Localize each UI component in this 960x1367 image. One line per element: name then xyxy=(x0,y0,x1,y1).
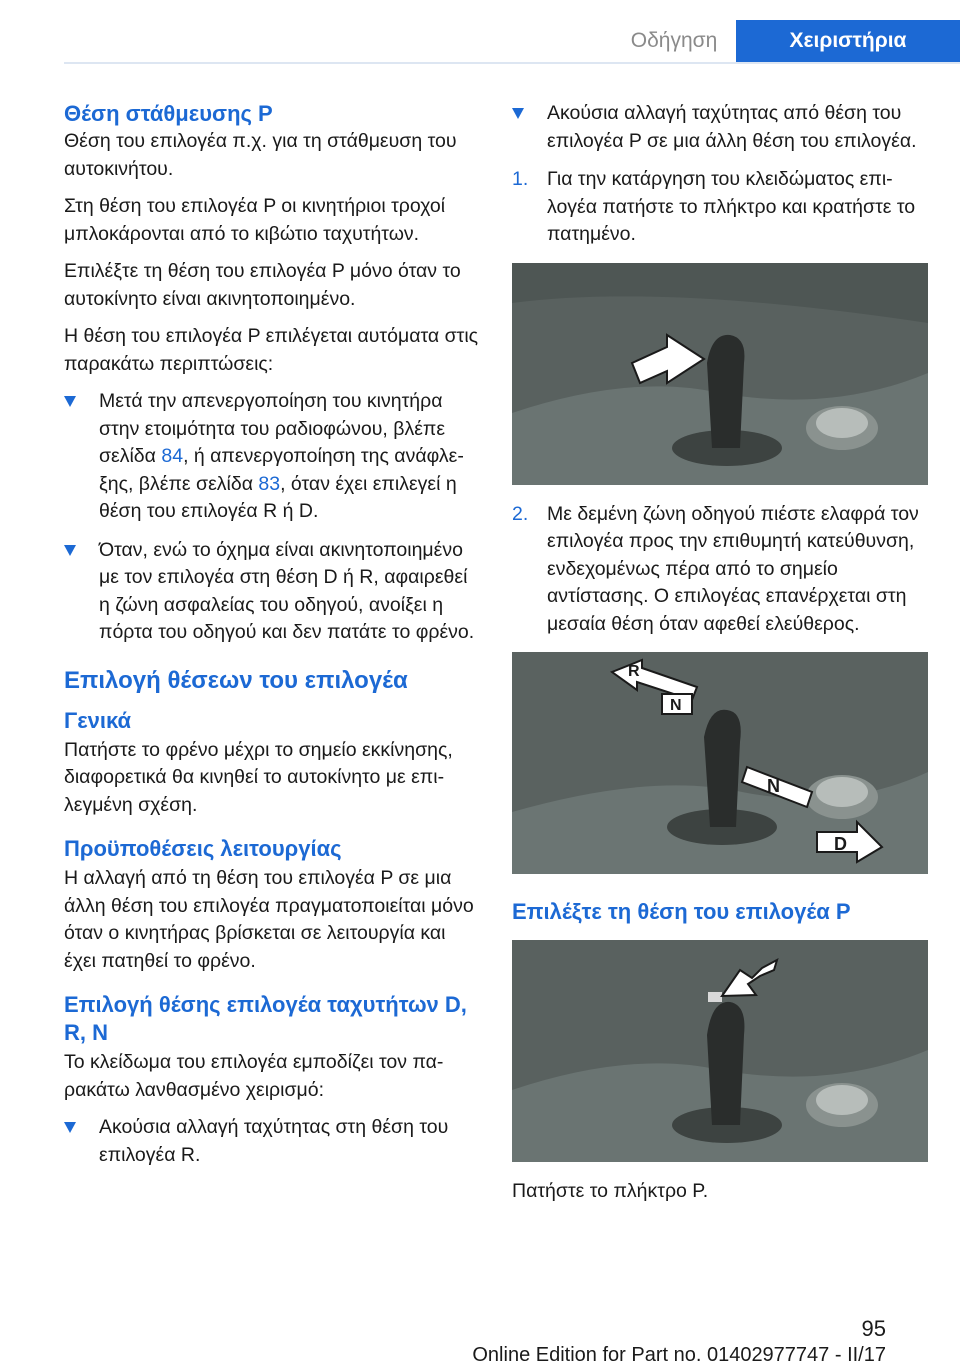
page-link-84[interactable]: 84 xyxy=(161,445,184,467)
park-paragraph-1: Θέση του επιλογέα π.χ. για τη στάθμευση του αυτοκινήτου. xyxy=(64,130,457,180)
park-paragraph-4: Η θέση του επιλογέα P επιλέγεται αυτόματα στις παρακάτω περιπτώσεις: xyxy=(64,325,479,375)
step-item xyxy=(512,166,930,249)
park-position-heading: Θέση στάθμευσης P xyxy=(64,101,273,126)
step-number: 2. xyxy=(512,502,529,525)
shift-pattern-illustration xyxy=(512,652,928,874)
section-tab-driving[interactable]: Οδήγηση xyxy=(630,29,718,52)
label-d: D xyxy=(834,834,847,854)
bullet-text: Μετά την απενεργοποίηση του κινητήρα στην ετοιμότητα του ραδιοφώνου, βλέπε σελίδα xyxy=(99,390,446,467)
page-number: 95 xyxy=(861,1316,886,1341)
press-p-paragraph: Πατήστε το πλήκτρο P. xyxy=(512,1180,709,1202)
edition-footer: Online Edition for Part no. 01402977747 - II/17 xyxy=(472,1344,886,1366)
bullet-text: Όταν, ενώ το όχημα είναι ακινητοποιημένο με τον επιλογέα στη θέση D ή R, αφαιρεθεί η ζώνη ασφαλείας του οδηγού, ανοίξει η πόρτα του οδηγού και δεν πατάτε το φρένο. xyxy=(99,538,475,643)
bullet-item xyxy=(64,388,482,526)
selector-unlock-figure xyxy=(512,263,928,485)
bullet-text: , ή απενεργοποίηση της ανάφλεξης, βλέπε σελίδα xyxy=(99,445,464,495)
step-text: Για την κατάργηση του κλειδώματος επιλογέα πατήστε το πλήκτρο και κρατήστε το πατημένο. xyxy=(547,168,916,245)
general-paragraph: Πατήστε το φρένο μέχρι το σημείο εκκίνησης, διαφορετικά θα κινηθεί το αυτοκίνητο με επιλεγμένη σχέση. xyxy=(64,738,453,816)
step-number: 1. xyxy=(512,168,529,190)
step-text: Με δεμένη ζώνη οδηγού πιέστε ελαφρά τον επιλογέα προς την επιθυμητή κατεύθυνση, ενδεχομένως πέρα από το σημείο αντίστασης. Ο επιλογέας επανέρχεται στη μεσαία θέση όταν αφεθεί ελεύθερος. xyxy=(547,502,919,635)
bullet-item xyxy=(64,537,482,647)
bullet-item xyxy=(64,1114,482,1169)
shift-pattern-figure xyxy=(512,652,928,874)
bullet-triangle-icon xyxy=(64,545,76,556)
left-column xyxy=(64,100,482,1180)
step-item xyxy=(512,501,930,639)
page-link-83[interactable]: 83 xyxy=(258,472,281,495)
dnr-heading: Επιλογή θέσης επιλογέα ταχυτήτων D, R, N xyxy=(64,992,467,1045)
section-tab-controls[interactable]: Χειριστήρια xyxy=(736,20,960,62)
park-paragraph-2: Στη θέση του επιλογέα P οι κινητήριοι τροχοί μπλοκάρονται από το κιβώτιο ταχυτήτων. xyxy=(64,195,446,245)
label-n-upper: N xyxy=(670,697,682,714)
bullet-triangle-icon xyxy=(64,1122,76,1133)
bullet-triangle-icon xyxy=(512,108,524,119)
prerequisites-heading: Προϋποθέσεις λειτουργίας xyxy=(64,836,342,861)
right-column xyxy=(512,100,930,1216)
park-button-illustration xyxy=(512,940,928,1162)
label-n-lower: N xyxy=(767,776,780,796)
park-paragraph-3: Επιλέξτε τη θέση του επιλογέα P μόνο όταν το αυτοκίνητο είναι ακινητοποιημένο. xyxy=(64,260,461,310)
bullet-text: Ακούσια αλλαγή ταχύτητας από θέση του επιλογέα P σε μια άλλη θέση του επιλογέα. xyxy=(547,102,917,152)
bullet-text: Ακούσια αλλαγή ταχύτητας στη θέση του επιλογέα R. xyxy=(99,1116,449,1166)
bullet-text: , όταν έχει επιλεγεί η θέση του επιλογέα R ή D. xyxy=(99,472,457,522)
selector-unlock-illustration xyxy=(512,263,928,485)
label-r: R xyxy=(628,663,640,680)
general-heading: Γενικά xyxy=(64,707,132,733)
select-park-heading: Επιλέξτε τη θέση του επιλογέα P xyxy=(512,899,851,924)
park-button-figure xyxy=(512,940,928,1162)
header-rule xyxy=(64,62,960,64)
dnr-paragraph: Το κλείδωμα του επιλογέα εμποδίζει τον παρακάτω λανθασμένο χειρισμό: xyxy=(64,1051,444,1101)
bullet-triangle-icon xyxy=(64,396,76,407)
selector-positions-heading: Επιλογή θέσεων του επιλογέα xyxy=(64,666,408,694)
bullet-item xyxy=(512,100,930,155)
prerequisites-paragraph: Η αλλαγή από τη θέση του επιλογέα P σε μια άλλη θέση του επιλογέα πραγματοποιείται μόνο όταν ο κινητήρας βρίσκεται σε λειτουργία και έχει πατηθεί το φρένο. xyxy=(64,867,474,972)
